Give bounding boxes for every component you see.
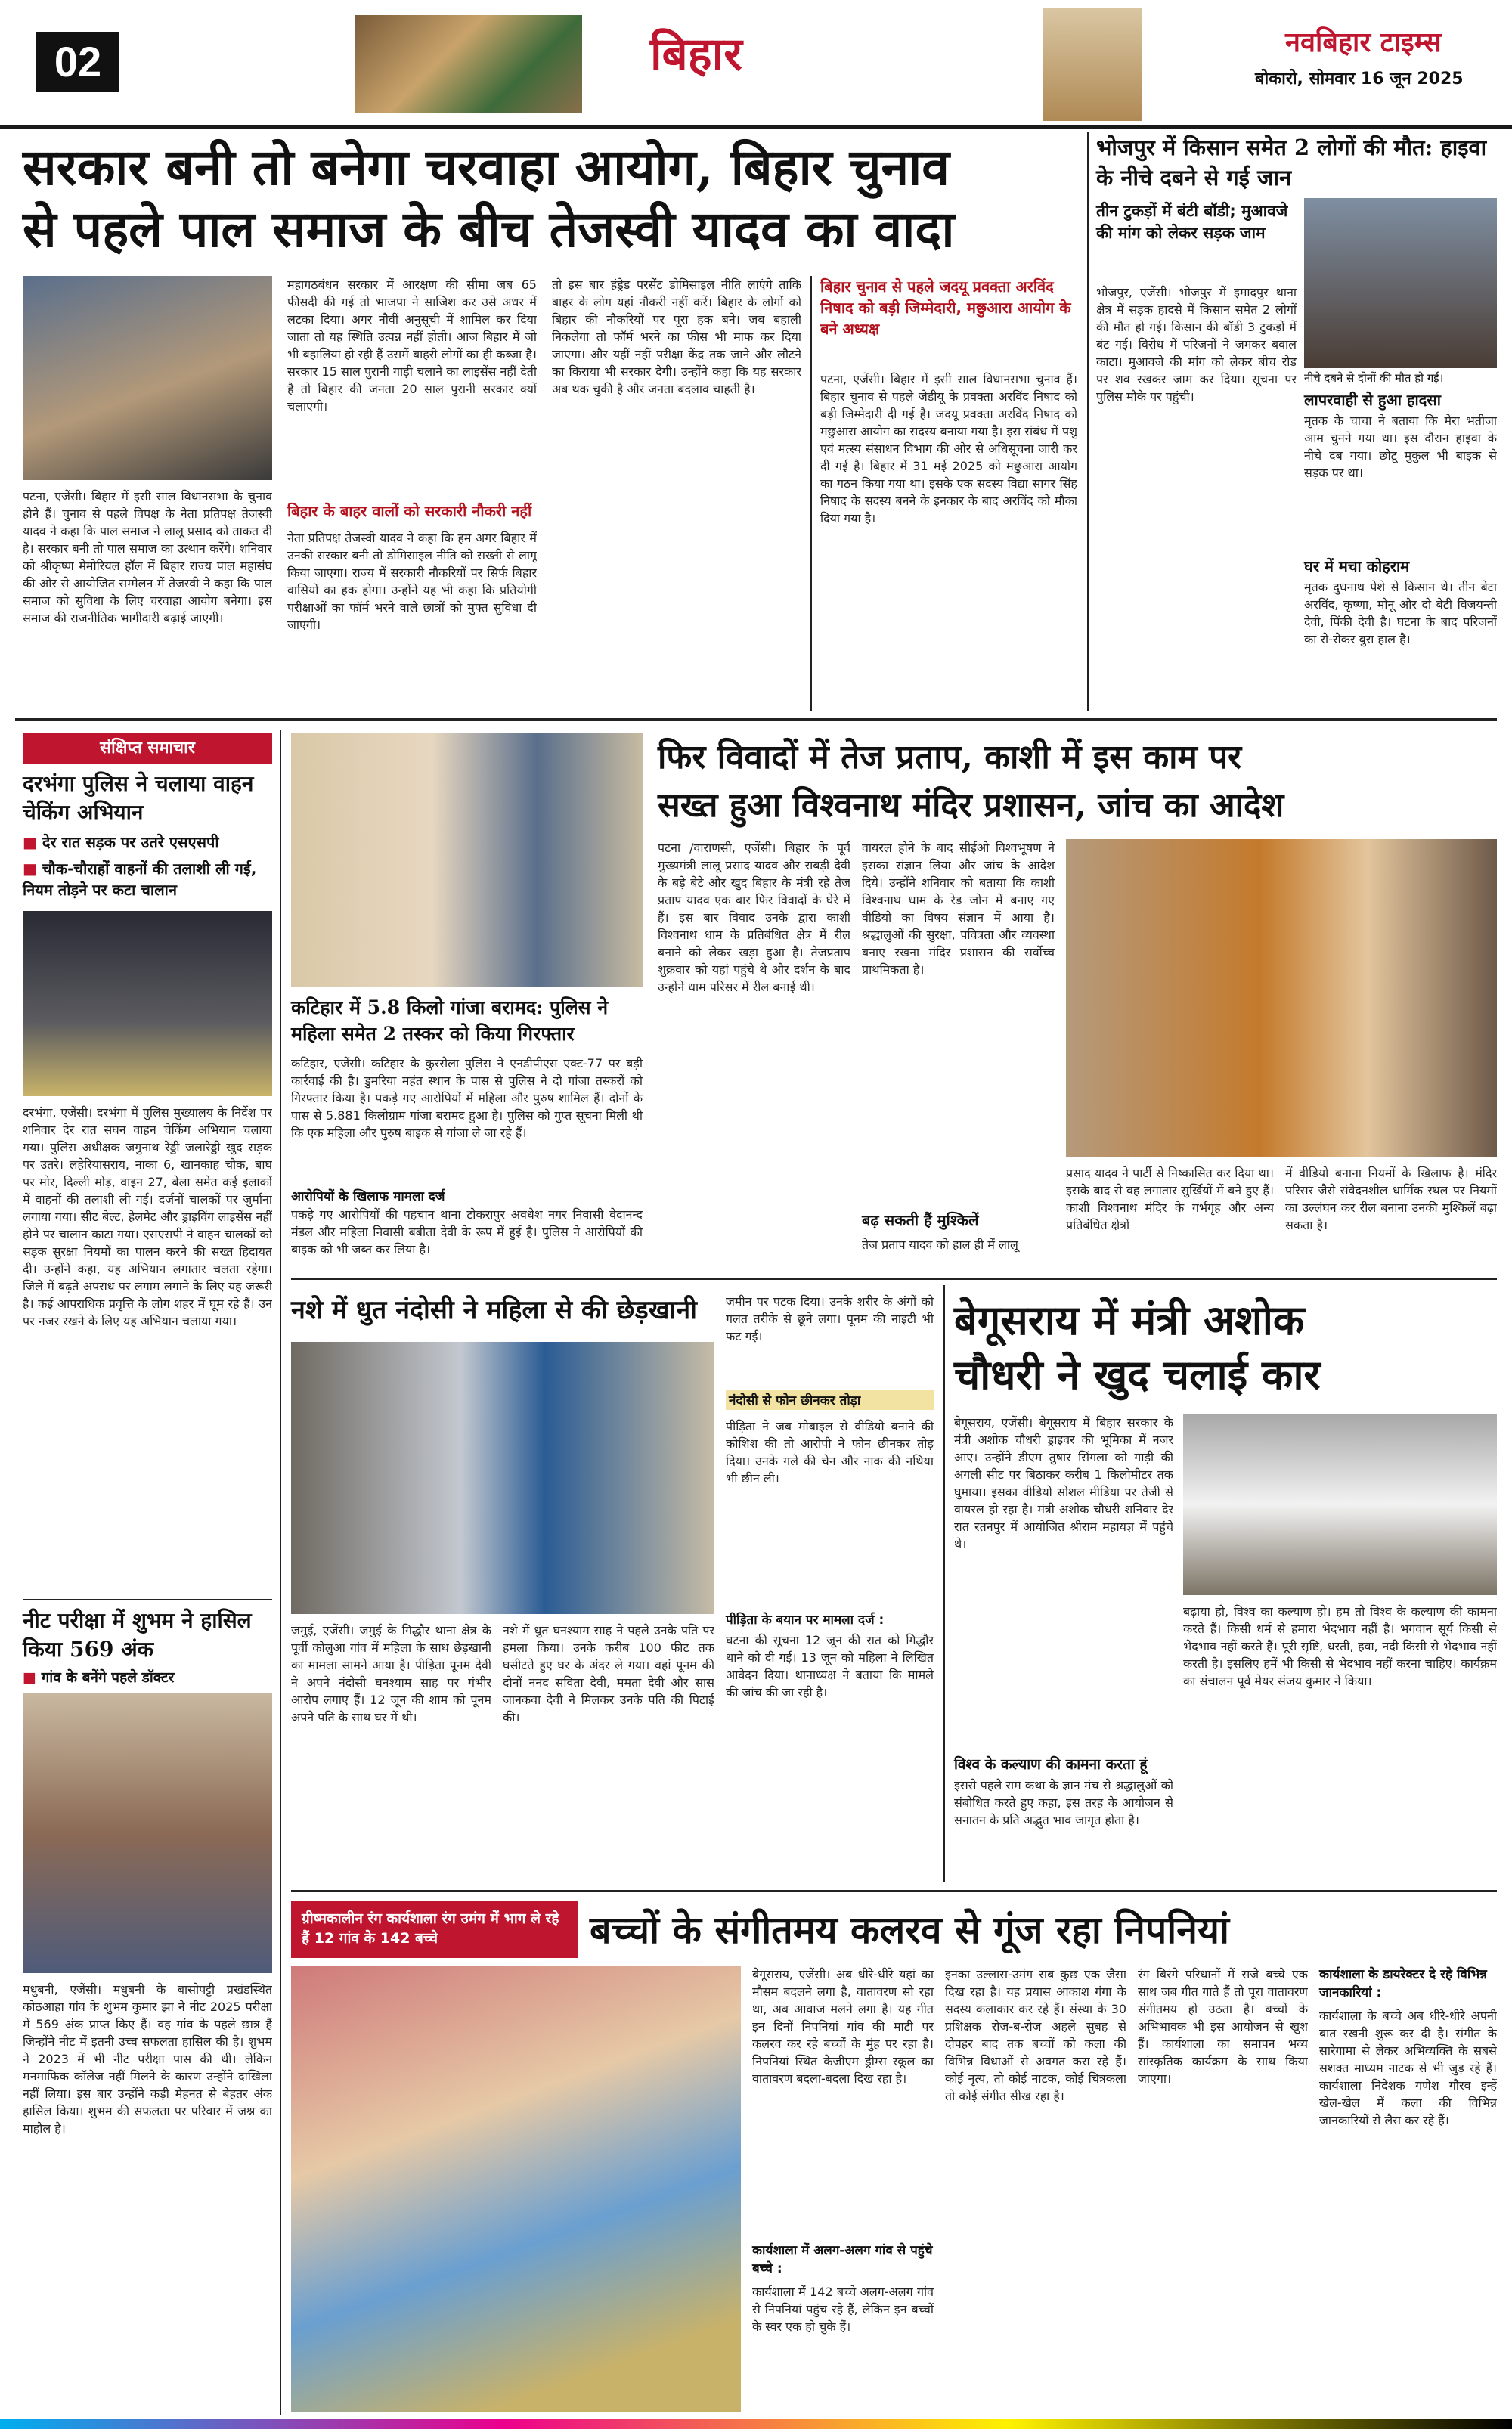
children-workshop-photo [291, 1966, 741, 2412]
nandosi-body5: घटना की सूचना 12 जून की रात को गिद्धौर थाने को दी गई। 13 जून को महिला ने लिखित आवेदन दिया। थानाध्यक्ष ने बताया कि मामले की जांच की जा रही है। [726, 1633, 934, 1699]
tej-col1: पटना /वाराणसी, एजेंसी। बिहार के पूर्व मुख्यमंत्री लालू प्रसाद यादव और राबड़ी देवी के बड़े बेटे और खुद बिहार के मंत्री रहे तेज प्रताप यादव एक बार फिर विवादों के घेरे में हैं। इस बार विवाद उनके द्वारा काशी विश्वनाथ धाम के प्रतिबंधित क्षेत्र में रील बनाने को लेकर खड़ा हुआ है। तेजप्रताप शुक्रवार को यहां पहुंचे थे और दर्शन के बाद उन्होंने धाम परिसर में रील बनाई थी। [658, 841, 850, 994]
neet-body: मधुबनी, एजेंसी। मधुबनी के बासोपट्टी प्रखंडस्थित कोठआहा गांव के शुभम कुमार झा ने नीट 2025 परीक्षा में 569 अंक प्राप्त किए हैं। वह गांव के पहले छात्र हैं जिन्होंने नीट में इतनी उच्च सफलता हासिल की है। शुभम ने 2023 में भी नीट परीक्षा पास की थी। लेकिन मनमाफिक कॉलेज नहीं मिलने के कारण उन्होंने दाखिला नहीं लिया। इस बार उन्होंने कड़ी मेहनत से बेहतर अंक हासिल किया। शुभम की सफलता पर परिवार में जश्न का माहौल है। [23, 1982, 272, 2136]
section-divider [291, 1890, 1497, 1892]
bhojpur-headline: भोजपुर में किसान समेत 2 लोगों की मौत: हाइवा के नीचे दबने से गई जान [1096, 135, 1487, 191]
music-sub1: कार्यशाला में अलग-अलग गांव से पहुंचे बच्चे : [752, 2243, 933, 2276]
jdu-body: पटना, एजेंसी। बिहार में इसी साल विधानसभा चुनाव हैं। बिहार चुनाव से पहले जेडीयू के प्रवक्ता अरविंद निषाद को बड़ी जिम्मेदारी दी गई है। जदयू प्रवक्ता अरविंद निषाद को मछुआरा आयोग का सदस्य बनाया गया है। इस संबंध में पशु एवं मत्स्य संसाधन विभाग की ओर से अधिसूचना जारी कर दी गई है। बिहार में 31 मई 2025 को मछुआरा आयोग का गठन किया गया था। इसके एक सदस्य विद्या सागर सिंह निषाद के सदस्य बनने के इनकार के बाद अरविंद को मौका दिया गया है। [820, 372, 1077, 525]
nandosi-headline: नशे में धुत नंदोसी ने महिला से की छेड़खानी [291, 1295, 697, 1325]
brief-bullet2-text: चौक-चौराहों वाहनों की तलाशी ली गई, नियम तोड़ने पर कटा चालान [23, 860, 257, 899]
nandosi-body2: नशे में धुत घनश्याम साह ने पहले उनके पति पर हमला किया। उनके करीब 100 फीट तक घसीटते हुए घर के अंदर ले गया। वहां पूनम की दोनों ननद सविता देवी, ममता देवी और सास जानकवा देवी ने मिलकर उनके पति की पिटाई की। [503, 1623, 714, 1724]
music-banner: ग्रीष्मकालीन रंग कार्यशाला रंग उमंग में भाग ले रहे हैं 12 गांव के 142 बच्चे [291, 1901, 578, 1958]
lead-col2: महागठबंधन सरकार में आरक्षण की सीमा जब 65 फीसदी की गई तो भाजपा ने साजिश कर उसे अधर में लटका दिया। अगर नौवीं अनुसूची में शामिल कर दिया जाता तो यह स्थिति उत्पन्न नहीं होती। आज बिहार में जो भी बहालियां हो रही हैं उसमें बाहरी लोगों का ही कब्जा है। सरकार 15 साल पुरानी गाड़ी चलाने का लाइसेंस नहीं देती है तो बिहार की जनता 20 साल पुरानी सरकार क्यों चलाएगी। [287, 277, 537, 414]
tej-sub: बढ़ सकती हैं मुश्किलें [862, 1211, 979, 1229]
nandosi-sub1: नंदोसी से फोन छीनकर तोड़ा [726, 1390, 934, 1410]
page-number: 02 [36, 32, 119, 92]
minister-col1: बेगूसराय, एजेंसी। बेगूसराय में बिहार सरकार के मंत्री अशोक चौधरी ड्राइवर की भूमिका में नजर आए। उन्होंने डीएम तुषार सिंगला को गाड़ी की अगली सीट पर बिठाकर करीब 1 किलोमीटर तक घुमाया। इसका वीडियो सोशल मीडिया पर तेजी से वायरल हो रहा है। मंत्री अशोक चौधरी शनिवार देर रात रतनपुर में आयोजित श्रीराम महायज्ञ में पहुंचे थे। [954, 1415, 1173, 1551]
ganja-arrest-photo [291, 733, 643, 987]
print-registration-bar [0, 2419, 1512, 2429]
neet-bullet-text: गांव के बनेंगे पहले डॉक्टर [41, 1669, 175, 1686]
jdu-headline: बिहार चुनाव से पहले जदयू प्रवक्ता अरविंद निषाद को बड़ी जिम्मेदारी, मछुआरा आयोग के बने अध्यक्ष [820, 277, 1071, 338]
column-rule [1087, 132, 1089, 711]
nandosi-body3: जमीन पर पटक दिया। उनके शरीर के अंगों को गलत तरीके से छूने लगा। पूनम की नाइटी भी फट गई। [726, 1294, 934, 1343]
nandosi-body4: पीड़िता ने जब मोबाइल से वीडियो बनाने की कोशिश की तो आरोपी ने फोन छीनकर तोड़ दिया। उनके गले की चेन और नाक की नथिया भी छीन ली। [726, 1419, 934, 1486]
section-divider [291, 1278, 1497, 1280]
brand-name: नवबिहार टाइम्स [1285, 27, 1442, 58]
tej-pratap-photo [1066, 839, 1497, 1157]
bhojpur-sub2: घर में मचा कोहराम [1304, 557, 1410, 575]
bhojpur-deck: तीन टुकड़ों में बंटी बॉडी; मुआवजे की मांग को लेकर सड़क जाम [1096, 202, 1288, 242]
bhojpur-col-b: मृतक के चाचा ने बताया कि मेरा भतीजा आम चुनने गया था। इस दौरान हाइवा के नीचे दब गया। छोटू मुकुल भी बाइक से सड़क पर था। [1304, 414, 1497, 480]
minister-headline-line1: बेगूसराय में मंत्री अशोक [954, 1296, 1305, 1344]
tej-col2b: तेज प्रताप यादव को हाल ही में लालू [862, 1238, 1018, 1252]
ganja-body: कटिहार, एजेंसी। कटिहार के कुरसेला पुलिस ने एनडीपीएस एक्ट-77 पर बड़ी कार्रवाई की है। डुमरिया महंत स्थान के पास से पुलिस ने दो गांजा तस्करों को गिरफ्तार किया है। पकड़े गए आरोपियों में महिला और पुरुष शामिल हैं। दोनों के पास से 5.881 किलोग्राम गांजा बरामद हुआ है। पुलिस को गुप्त सूचना मिली थी कि एक महिला और पुरुष बाइक से गांजा ले जा रहे हैं। [291, 1056, 643, 1140]
nandosi-sub2: पीड़िता के बयान पर मामला दर्ज : [726, 1613, 885, 1628]
lead-col2b: नेता प्रतिपक्ष तेजस्वी यादव ने कहा कि हम अगर बिहार में उनकी सरकार बनी तो डोमिसाइल नीति को सख्ती से लागू किया जाएगा। राज्य में सरकारी नौकरियों पर सिर्फ बिहार वासियों का हक होगा। उन्होंने यह भी कहा कि प्रतियोगी परीक्षाओं का फॉर्म भरने वाले छात्रों को मुफ्त सुविधा दी जाएगी। [287, 531, 537, 632]
bullet-icon: ■ [23, 1669, 42, 1686]
lead-headline-line2: से पहले पाल समाज के बीच तेजस्वी यादव का वादा [23, 200, 955, 259]
music-col1b: कार्यशाला में 142 बच्चे अलग-अलग गांव से निपनियां पहुंच रहे हैं, लेकिन इन बच्चों के स्वर एक हो चुके हैं। [752, 2285, 934, 2334]
music-col2: इनका उल्लास-उमंग सब कुछ एक जैसा दिख रहा है। यह प्रयास आकाश गंगा के सदस्य कलाकार कर रहे हैं। संस्था के 30 प्रशिक्षक रोज-ब-रोज अहले सुबह से दोपहर बाद तक बच्चों को कला की विभिन्न विधाओं से अवगत करा रहे हैं। कोई नृत्य, तो कोई नाटक, कोई चित्रकला तो कोई संगीत सीख रहा है। [945, 1967, 1126, 2103]
lead-headline-line1: सरकार बनी तो बनेगा चरवाहा आयोग, बिहार चुनाव [23, 138, 950, 197]
column-rule [23, 1599, 272, 1600]
minister-col1b: इससे पहले राम कथा के ज्ञान मंच से श्रद्धालुओं को संबोधित करते हुए कहा, इस तरह के आयोजन से सनातन के प्रति अद्भुत भाव जागृत होता है। [954, 1778, 1173, 1827]
brief-bullet1-text: देर रात सड़क पर उतरे एसएसपी [42, 833, 219, 851]
tej-col4: में वीडियो बनाना नियमों के खिलाफ है। मंदिर परिसर जैसे संवेदनशील धार्मिक स्थल पर नियमों का उल्लंघन कर रील बनाना उनकी मुश्किलें बढ़ा सकता है। [1285, 1166, 1497, 1232]
neet-bullet [23, 1667, 272, 1687]
tej-headline-line2: सख्त हुआ विश्वनाथ मंदिर प्रशासन, जांच का आदेश [658, 786, 1284, 825]
brief-body: दरभंगा, एजेंसी। दरभंगा में पुलिस मुख्यालय के निर्देश पर शनिवार देर रात सघन वाहन चेकिंग अभियान चलाया गया। पुलिस अधीक्षक जगुनाथ रेड्डी जलारेड्डी खुद सड़क पर उतरे। लहेरियासराय, नाका 6, खानकाह चौक, बाघ पर मोर, दिल्ली मोड़, वाइन 27, बेला समेत कई इलाकों में वाहनों की तलाशी ली गई। दर्जनों चालकों पर जुर्माना लगाया गया। सीट बेल्ट, हेलमेट और ड्राइविंग लाइसेंस नहीं होने पर चालान काटा गया। एसएसपी ने वाहन चालकों को सड़क सुरक्षा नियमों का पालन करने की सख्त हिदायत दी। उन्होंने कहा, यह अभियान लगातार चलता रहेगा। जिले में बढ़ते अपराध पर लगाम लगाने के लिए यह जरूरी है। कई आपराधिक प्रवृत्ति के लोग शहर में घूम रहे हैं। उन पर नजर रखने के लिए यह अभियान चलाया गया। [23, 1105, 272, 1328]
tej-col2: वायरल होने के बाद सीईओ विश्वभूषण ने इसका संज्ञान लिया और जांच के आदेश दिये। उन्होंने शनिवार को बताया कि काशी विश्वनाथ धाम के रेड जोन में बनाए गए वीडियो का विषय संज्ञान में आया है। श्रद्धालुओं की सुरक्षा, पवित्रता और व्यवस्था बनाए रखना मंदिर प्रशासन की सर्वोच्च प्राथमिकता है। [862, 841, 1055, 977]
bullet-icon: ■ [23, 833, 42, 851]
minister-car-photo [1183, 1414, 1497, 1595]
column-rule [943, 1285, 945, 1882]
ganja-headline: कटिहार में 5.8 किलो गांजा बरामद: पुलिस ने महिला समेत 2 तस्कर को किया गिरफ्तार [291, 996, 609, 1045]
brief-bullet2 [23, 858, 272, 900]
dateline: बोकारो, सोमवार 16 जून 2025 [1255, 70, 1464, 88]
brief-bullet1 [23, 832, 272, 853]
brief-box-title: संक्षिप्त समाचार [23, 733, 272, 764]
checking-photo [23, 911, 272, 1096]
shubham-family-photo [23, 1693, 272, 1973]
bihar-map-graphic [355, 15, 582, 113]
bhojpur-col-c: मृतक दुधनाथ पेशे से किसान थे। तीन बेटा अरविंद, कृष्णा, मोनू और दो बेटी विजयन्ती देवी, पिंकी देवी है। घटना के बाद परिजनों का रो-रोकर बुरा हाल है। [1304, 580, 1497, 646]
minister-sub: विश्व के कल्याण की कामना करता हूं [954, 1756, 1148, 1773]
tej-headline-line1: फिर विवादों में तेज प्रताप, काशी में इस काम पर [658, 738, 1242, 776]
music-col3: रंग बिरंगे परिधानों में सजे बच्चे एक साथ जब गीत गाते हैं तो पूरा वातावरण संगीतमय हो उठता है। बच्चों के अभिभावक भी इस आयोजन से खुश हैं। कार्यशाला का समापन भव्य सांस्कृतिक कार्यक्रम के साथ किया जाएगा। [1138, 1967, 1308, 2086]
section-title: बिहार [650, 28, 742, 81]
ganja-body2: पकड़े गए आरोपियों की पहचान थाना टोकरापुर अवधेश नगर निवासी वेदानन्द मंडल और महिला निवासी बबीता देवी के रूप में हुई है। पुलिस ने आरोपियों की बाइक को भी जब्त कर लिया है। [291, 1207, 643, 1256]
bhojpur-photo-caption: नीचे दबने से दोनों की मौत हो गई। [1304, 371, 1444, 385]
section-divider [15, 718, 1497, 721]
victim-photo [1304, 198, 1497, 368]
nandosi-body: जमुई, एजेंसी। जमुई के गिद्धौर थाना क्षेत्र के पूर्वी कोलुआ गांव में महिला के साथ छेड़खानी का मामला सामने आया है। पीड़िता पूनम देवी ने अपने नंदोसी घनश्याम साह पर गंभीर आरोप लगाए हैं। 12 जून की शाम को पूनम अपने पति के साथ घर में थी। [291, 1623, 491, 1724]
column-rule [280, 730, 281, 2415]
lead-headline [23, 136, 1111, 260]
bhojpur-sub1: लापरवाही से हुआ हादसा [1304, 391, 1441, 409]
masthead [0, 0, 1512, 129]
neet-headline: नीट परीक्षा में शुभम ने हासिल किया 569 अंक [23, 1608, 252, 1662]
tejashwi-photo [23, 276, 272, 480]
music-col4: कार्यशाला के बच्चे अब धीरे-धीरे अपनी बात रखनी शुरू कर दी है। संगीत के सारेगामा से लेकर अभिव्यक्ति के सबसे सशक्त माध्यम नाटक से भी जुड़ रहे हैं। कार्यशाला निदेशक गणेश गौरव इन्हें खेल-खेल में कला की विभिन्न जानकारियों से लैस कर रहे हैं। [1319, 2009, 1497, 2127]
bhojpur-col-a: भोजपुर, एजेंसी। भोजपुर में इमादपुर थाना क्षेत्र में सड़क हादसे में किसान समेत 2 लोगों की मौत हो गई। किसान की बॉडी 3 टुकड़ों में बंट गई। विरोध में परिजनों ने जमकर बवाल काटा। मुआवजे की मांग को लेकर बीच रोड पर शव रखकर जाम कर दिया। सूचना पर पुलिस मौके पर पहुंची। [1096, 285, 1297, 404]
bullet-icon: ■ [23, 860, 42, 878]
lead-col1: पटना, एजेंसी। बिहार में इसी साल विधानसभा के चुनाव होने हैं। चुनाव से पहले विपक्ष के नेता प्रतिपक्ष तेजस्वी यादव ने कहा कि पाल समाज ने लालू प्रसाद को ताकत दी है। सरकार बनी तो पाल समाज का उत्थान करेंगे। शनिवार को श्रीकृष्ण मेमोरियल हॉल में बिहार राज्य पाल महासंघ की ओर से आयोजित सम्मेलन में तेजस्वी ने कहा कि पाल समाज को सुविधा के लिए चरवाहा आयोग बनेगा। इस समाज की राजनीतिक भागीदारी बढ़ाई जाएगी। [23, 489, 272, 625]
column-rule [810, 276, 812, 711]
tej-col3: प्रसाद यादव ने पार्टी से निष्कासित कर दिया था। इसके बाद से वह लगातार सुर्खियों में बने हुए हैं। काशी विश्वनाथ मंदिर के गर्भगृह और अन्य प्रतिबंधित क्षेत्रों [1066, 1166, 1274, 1232]
tej-headline [658, 733, 1497, 830]
minister-headline [954, 1293, 1497, 1402]
lead-subhead: बिहार के बाहर वालों को सरकारी नौकरी नहीं [287, 502, 532, 520]
music-col1: बेगूसराय, एजेंसी। अब धीरे-धीरे यहां का मौसम बदलने लगा है, वातावरण सो रहा था, अब आवाज मलने लगा है। यह गीत इन दिनों निपनियां गांव की माटी पर कलरव कर रहे बच्चों के मुंह पर रहा है। निपनियां स्थित केजीएम ड्रीम्स स्कूल का वातावरण बदला-बदला दिख रहा है। [752, 1967, 934, 2086]
victim-couple-photo [291, 1342, 714, 1614]
brief-headline: दरभंगा पुलिस ने चलाया वाहन चेकिंग अभियान [23, 771, 254, 825]
music-sub2: कार्यशाला के डायरेक्टर दे रहे विभिन्न जानकारियां : [1319, 1967, 1487, 2000]
minister-headline-line2: चौधरी ने खुद चलाई कार [954, 1350, 1321, 1399]
lead-col3: तो इस बार हंड्रेड परसेंट डोमिसाइल नीति लाएंगे ताकि बाहर के लोग यहां नौकरी नहीं करें। बिहार के लोगों को बिहार की नौकरियों पर पूरा हक बने। जब बहाली निकलेगा तो फॉर्म भरने का फीस भी माफ कर दिया जाएगा। और यहीं नहीं परीक्षा केंद्र तक जाने और लौटने का किराया भी सरकार देगी। उन्होंने कहा कि यह सरकार अब थक चुकी है और जनता बदलाव चाहती है। [552, 277, 801, 396]
ganja-sub: आरोपियों के खिलाफ मामला दर्ज [291, 1189, 445, 1204]
music-headline: बच्चों के संगीतमय कलरव से गूंज रहा निपनियां [590, 1907, 1229, 1952]
minister-col2: बढ़ाया हो, विश्व का कल्याण हो। हम तो विश्व के कल्याण की कामना करते हैं। किसी धर्म से हमारा भेदभाव नहीं है। भगवान सूर्य किसी से भेदभाव नहीं करते हैं। पूरी सृष्टि, धरती, हवा, नदी किसी से भेदभाव नहीं करती है। इसलिए हमें भी किसी से भेदभाव नहीं करना चाहिए। कार्यक्रम का संचालन पूर्व मेयर संजय कुमार ने किया। [1183, 1604, 1497, 1688]
decorative-figure [1043, 8, 1142, 121]
